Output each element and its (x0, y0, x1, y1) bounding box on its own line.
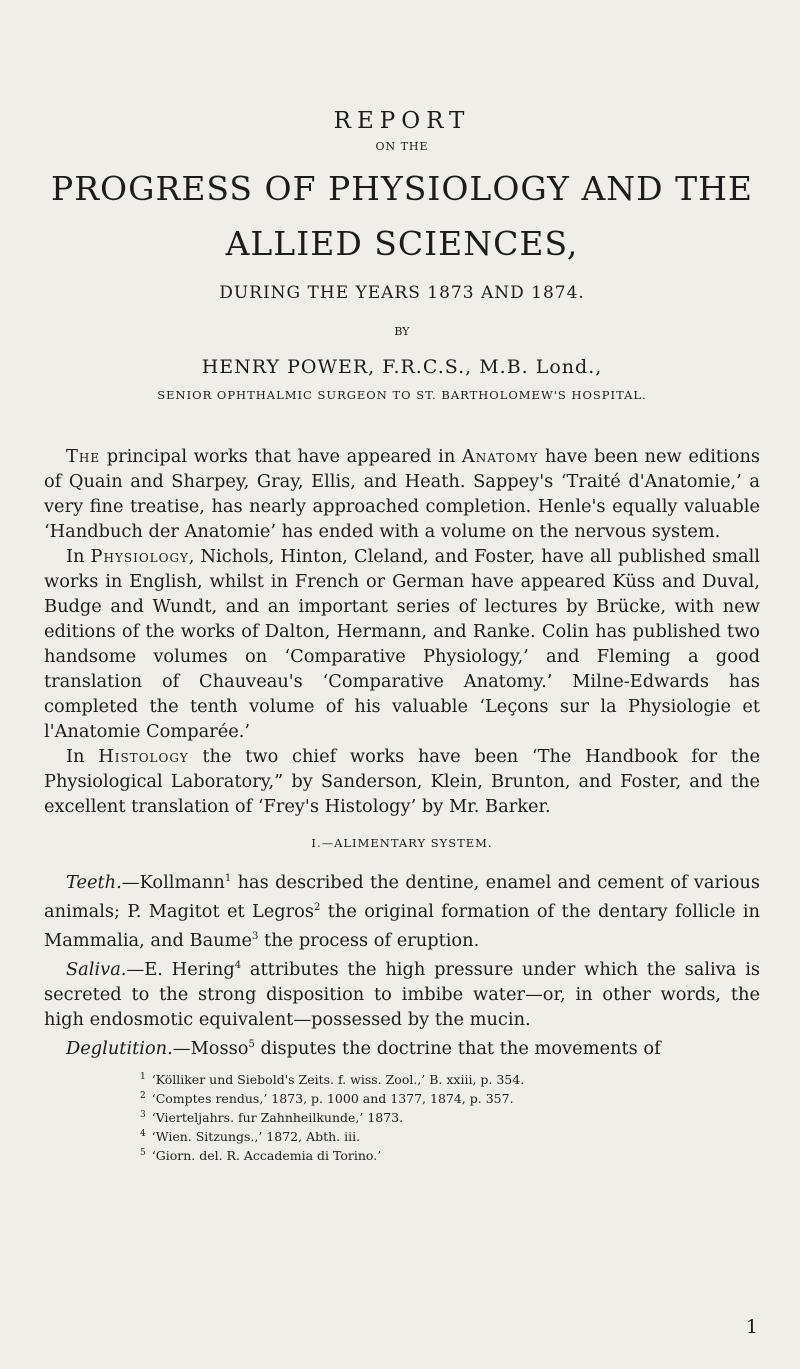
lead-word: The (66, 446, 101, 467)
saliva-paragraph (44, 953, 760, 1032)
physiology-text-2: , Nichols, Hinton, Cleland, and Foster, have all published small works in English, whilst in French or German have appeared Küss and Duval, Budge and Wundt, and an important series of lectures by Brücke, with new editions of the works of Dalton, Hermann, and Ranke. Colin has published two handsome volumes on ‘Comparative Physiology,’ and Fleming a good translation of Chauveau's ‘Comparative Anatomy.’ Milne-Edwards has completed the tenth volume of his valuable ‘Leçons sur la Physiologie et l'Anatomie Comparée.’ (44, 546, 760, 742)
footnote-number: 1 (140, 1071, 146, 1082)
deglutition-text-b: disputes the doctrine that the movements of (260, 1037, 661, 1059)
deglutition-label: Deglutition. (66, 1037, 173, 1059)
teeth-text-c: the original formation of the dentary follicle in Mammalia, and Baume (44, 900, 760, 951)
histology-term: Histology (98, 746, 189, 767)
physiology-term: Physiology (90, 546, 189, 567)
teeth-paragraph (44, 866, 760, 953)
footnote-ref-5: 5 (248, 1038, 255, 1050)
footnote-text: ‘Giorn. del. R. Accademia di Torino.’ (151, 1148, 382, 1164)
teeth-label: Teeth. (66, 871, 122, 893)
author-name: HENRY POWER, F.R.C.S., M.B. Lond., (201, 356, 603, 378)
saliva-label: Saliva. (66, 958, 127, 980)
footnote (140, 1107, 760, 1126)
footnote (140, 1126, 760, 1145)
saliva-text-b: attributes the high pressure under which the saliva is secreted to the strong disposition to imbibe water—or, in other words, the high endosmotic equivalent—possessed by the mucin. (44, 958, 761, 1030)
by-line: BY (394, 325, 410, 338)
histology-paragraph (44, 744, 760, 819)
physiology-text-1: In (66, 546, 85, 567)
anatomy-text-2: have been new editions of Quain and Sharpey, Gray, Ellis, and Heath. Sappey's ‘Traité d'Anatomie,’ a very fine treatise, has nearly approached completion. Henle's equally valuable ‘Handbuch der Anatomie’ has ended with a volume on the nervous system. (44, 446, 761, 542)
footnote (140, 1088, 760, 1107)
physiology-paragraph (44, 544, 760, 744)
on-the-line: ON THE (375, 140, 429, 153)
footnote-number: 2 (140, 1090, 146, 1101)
page-number: 1 (745, 1316, 758, 1338)
footnote-ref-2: 2 (314, 901, 321, 913)
footnote-number: 4 (140, 1129, 146, 1140)
footnote (140, 1145, 760, 1164)
footnotes (44, 1069, 760, 1165)
title-line-1: PROGRESS OF PHYSIOLOGY AND THE (51, 169, 753, 208)
footnote-text: ‘Kölliker und Siebold's Zeits. f. wiss. Zool.,’ B. xxiii, p. 354. (151, 1071, 525, 1087)
footnote-text: ‘Comptes rendus,’ 1873, p. 1000 and 1377, 1874, p. 357. (151, 1090, 514, 1106)
anatomy-paragraph (44, 444, 760, 544)
title-block (44, 108, 760, 402)
footnote-number: 3 (140, 1109, 146, 1120)
footnote-ref-4: 4 (234, 959, 242, 971)
years-line: DURING THE YEARS 1873 AND 1874. (219, 283, 585, 303)
histology-text-2: the two chief works have been ‘The Handbook for the Physiological Laboratory,” by Sanderson, Klein, Brunton, and Foster, and the excellent translation of ‘Frey's Histology’ by Mr. Barker. (44, 746, 761, 817)
report-body (44, 444, 760, 1061)
section-heading: I.—ALIMENTARY SYSTEM. (311, 836, 493, 850)
anatomy-term: Anatomy (461, 446, 539, 467)
report-heading: REPORT (333, 108, 471, 134)
footnote-text: ‘Wien. Sitzungs.,’ 1872, Abth. iii. (151, 1129, 361, 1145)
footnote-text: ‘Vierteljahrs. fur Zahnheilkunde,’ 1873. (151, 1110, 404, 1126)
footnote (140, 1069, 760, 1088)
footnote-ref-1: 1 (224, 873, 232, 884)
teeth-text-a: —Kollmann (121, 871, 225, 893)
histology-text-1: In (66, 746, 85, 767)
deglutition-text-a: —Mosso (172, 1037, 249, 1059)
author-position: SENIOR OPHTHALMIC SURGEON TO ST. BARTHOLOMEW'S HOSPITAL. (157, 388, 647, 402)
teeth-text-d: the process of eruption. (264, 929, 480, 951)
title-line-2: ALLIED SCIENCES, (225, 224, 579, 263)
footnote-number: 5 (140, 1148, 146, 1159)
footnote-ref-3: 3 (252, 930, 259, 942)
teeth-text-b: has described the dentine, enamel and cement of various animals; P. Magitot et Legros (44, 871, 761, 922)
anatomy-text-1: principal works that have appeared in (106, 446, 456, 467)
deglutition-paragraph (44, 1032, 760, 1061)
saliva-text-a: —E. Hering (126, 958, 235, 980)
